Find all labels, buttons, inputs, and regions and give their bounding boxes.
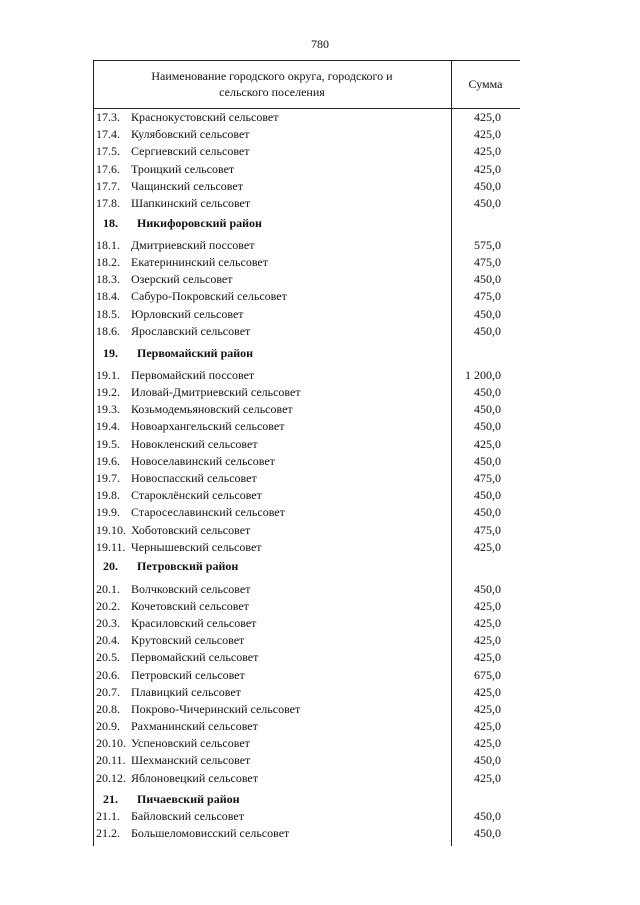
section-row xyxy=(93,791,520,808)
row-name: Первомайский поссовет xyxy=(131,368,255,382)
row-number: 19.3. xyxy=(96,402,120,416)
row-name: Байловский сельсовет xyxy=(131,809,244,823)
row-name: Новоселавинский сельсовет xyxy=(131,454,275,468)
table-row xyxy=(93,522,520,539)
row-number: 20.4. xyxy=(96,633,120,647)
row-sum: 475,0 xyxy=(474,523,501,537)
row-sum: 450,0 xyxy=(474,753,501,767)
table-row xyxy=(93,323,520,340)
row-number: 19.9. xyxy=(96,505,120,519)
row-number: 19.7. xyxy=(96,471,120,485)
row-number: 17.8. xyxy=(96,196,120,210)
table-row xyxy=(93,178,520,195)
row-name: Новоархангельский сельсовет xyxy=(131,419,285,433)
row-name: Шехманский сельсовет xyxy=(131,753,251,767)
table-row xyxy=(93,254,520,271)
row-number: 17.4. xyxy=(96,127,120,141)
row-sum: 575,0 xyxy=(474,238,501,252)
table-row xyxy=(93,649,520,666)
row-name: Первомайский сельсовет xyxy=(131,650,259,664)
table-row xyxy=(93,598,520,615)
row-number: 18. xyxy=(103,216,118,230)
row-number: 19.6. xyxy=(96,454,120,468)
row-sum: 475,0 xyxy=(474,289,501,303)
table-row xyxy=(93,161,520,178)
row-name: Пичаевский район xyxy=(137,792,240,806)
row-name: Дмитриевский поссовет xyxy=(131,238,255,252)
row-number: 20.2. xyxy=(96,599,120,613)
row-number: 18.2. xyxy=(96,255,120,269)
row-name: Ярославский сельсовет xyxy=(131,324,251,338)
table-row xyxy=(93,752,520,769)
row-number: 17.7. xyxy=(96,179,120,193)
row-sum: 450,0 xyxy=(474,307,501,321)
row-sum: 425,0 xyxy=(474,616,501,630)
row-number: 21.1. xyxy=(96,809,120,823)
row-number: 19.8. xyxy=(96,488,120,502)
row-sum: 425,0 xyxy=(474,162,501,176)
row-sum: 675,0 xyxy=(474,668,501,682)
table-row xyxy=(93,539,520,556)
row-sum: 450,0 xyxy=(474,179,501,193)
table-row xyxy=(93,701,520,718)
row-sum: 450,0 xyxy=(474,826,501,840)
row-name: Екатерининский сельсовет xyxy=(131,255,269,269)
row-sum: 425,0 xyxy=(474,144,501,158)
table-row xyxy=(93,401,520,418)
table-row xyxy=(93,581,520,598)
row-sum: 450,0 xyxy=(474,488,501,502)
row-number: 20.10. xyxy=(96,736,126,750)
header-name-line2: сельского поселения xyxy=(219,85,325,99)
row-number: 20.8. xyxy=(96,702,120,716)
row-sum: 450,0 xyxy=(474,196,501,210)
table-row xyxy=(93,143,520,160)
row-name: Шапкинский сельсовет xyxy=(131,196,251,210)
row-name: Плавицкий сельсовет xyxy=(131,685,241,699)
row-name: Чернышевский сельсовет xyxy=(131,540,262,554)
row-sum: 450,0 xyxy=(474,582,501,596)
row-name: Козьмодемьяновский сельсовет xyxy=(131,402,293,416)
row-name: Юрловский сельсовет xyxy=(131,307,244,321)
table-row xyxy=(93,718,520,735)
row-name: Кулябовский сельсовет xyxy=(131,127,250,141)
section-row xyxy=(93,558,520,575)
row-number: 18.3. xyxy=(96,272,120,286)
row-number: 18.4. xyxy=(96,289,120,303)
header-name xyxy=(93,68,451,100)
row-sum: 425,0 xyxy=(474,110,501,124)
table-row xyxy=(93,126,520,143)
table-row xyxy=(93,667,520,684)
row-sum: 425,0 xyxy=(474,650,501,664)
row-sum: 450,0 xyxy=(474,324,501,338)
table-row xyxy=(93,109,520,126)
row-sum: 425,0 xyxy=(474,685,501,699)
row-number: 20.7. xyxy=(96,685,120,699)
section-row xyxy=(93,215,520,232)
row-number: 18.1. xyxy=(96,238,120,252)
row-number: 19.5. xyxy=(96,437,120,451)
row-sum: 425,0 xyxy=(474,719,501,733)
row-sum: 450,0 xyxy=(474,272,501,286)
row-name: Озерский сельсовет xyxy=(131,272,233,286)
page-number: 780 xyxy=(311,37,329,51)
row-number: 19.1. xyxy=(96,368,120,382)
row-name: Крутовский сельсовет xyxy=(131,633,245,647)
table-row xyxy=(93,436,520,453)
row-number: 18.6. xyxy=(96,324,120,338)
row-name: Кочетовский сельсовет xyxy=(131,599,249,613)
row-name: Петровский сельсовет xyxy=(131,668,245,682)
table-top-border xyxy=(93,60,520,61)
table-row xyxy=(93,632,520,649)
row-number: 20.6. xyxy=(96,668,120,682)
row-name: Никифоровский район xyxy=(137,216,262,230)
row-sum: 475,0 xyxy=(474,255,501,269)
row-name: Успеновский сельсовет xyxy=(131,736,250,750)
row-sum: 425,0 xyxy=(474,633,501,647)
row-name: Иловай-Дмитриевский сельсовет xyxy=(131,385,301,399)
table-row xyxy=(93,288,520,305)
row-name: Староклёнский сельсовет xyxy=(131,488,262,502)
table-row xyxy=(93,735,520,752)
row-number: 20.9. xyxy=(96,719,120,733)
row-name: Новокленский сельсовет xyxy=(131,437,258,451)
row-number: 20.5. xyxy=(96,650,120,664)
row-sum: 450,0 xyxy=(474,505,501,519)
header-sum: Сумма xyxy=(468,77,503,91)
row-number: 19. xyxy=(103,346,118,360)
row-sum: 450,0 xyxy=(474,454,501,468)
row-sum: 425,0 xyxy=(474,599,501,613)
table-row xyxy=(93,504,520,521)
header-name-line1: Наименование городского округа, городского и xyxy=(151,69,393,83)
row-number: 17.5. xyxy=(96,144,120,158)
row-sum: 425,0 xyxy=(474,736,501,750)
row-number: 18.5. xyxy=(96,307,120,321)
allocation-table xyxy=(93,60,520,846)
row-sum: 425,0 xyxy=(474,702,501,716)
table-row xyxy=(93,271,520,288)
table-row xyxy=(93,684,520,701)
row-sum: 425,0 xyxy=(474,771,501,785)
row-number: 20.1. xyxy=(96,582,120,596)
row-sum: 425,0 xyxy=(474,540,501,554)
row-name: Яблоновецкий сельсовет xyxy=(131,771,258,785)
row-sum: 425,0 xyxy=(474,437,501,451)
table-row xyxy=(93,306,520,323)
row-sum: 450,0 xyxy=(474,809,501,823)
row-number: 20.12. xyxy=(96,771,126,785)
row-name: Сергиевский сельсовет xyxy=(131,144,250,158)
table-row xyxy=(93,770,520,787)
row-number: 17.3. xyxy=(96,110,120,124)
table-row xyxy=(93,384,520,401)
table-row xyxy=(93,470,520,487)
row-number: 21. xyxy=(103,792,118,806)
row-name: Хоботовский сельсовет xyxy=(131,523,251,537)
section-row xyxy=(93,345,520,362)
row-sum: 450,0 xyxy=(474,419,501,433)
row-sum: 475,0 xyxy=(474,471,501,485)
table-row xyxy=(93,195,520,212)
table-row xyxy=(93,453,520,470)
row-name: Новоспасский сельсовет xyxy=(131,471,257,485)
row-name: Красиловский сельсовет xyxy=(131,616,257,630)
row-number: 20. xyxy=(103,559,118,573)
row-number: 19.4. xyxy=(96,419,120,433)
row-name: Рахманинский сельсовет xyxy=(131,719,258,733)
row-name: Старосеславинский сельсовет xyxy=(131,505,285,519)
row-sum: 450,0 xyxy=(474,402,501,416)
row-number: 17.6. xyxy=(96,162,120,176)
table-row xyxy=(93,418,520,435)
row-name: Большеломовисский сельсовет xyxy=(131,826,290,840)
row-number: 19.10. xyxy=(96,523,126,537)
table-row xyxy=(93,825,520,842)
row-sum: 425,0 xyxy=(474,127,501,141)
table-row xyxy=(93,808,520,825)
row-name: Волчковский сельсовет xyxy=(131,582,251,596)
row-number: 20.3. xyxy=(96,616,120,630)
row-name: Первомайский район xyxy=(137,346,254,360)
row-sum: 450,0 xyxy=(474,385,501,399)
table-row xyxy=(93,487,520,504)
row-number: 21.2. xyxy=(96,826,120,840)
table-row xyxy=(93,615,520,632)
table-row xyxy=(93,367,520,384)
row-name: Покрово-Чичеринский сельсовет xyxy=(131,702,301,716)
row-sum: 1 200,0 xyxy=(465,368,501,382)
row-number: 19.11. xyxy=(96,540,126,554)
row-name: Краснокустовский сельсовет xyxy=(131,110,279,124)
row-name: Сабуро-Покровский сельсовет xyxy=(131,289,287,303)
row-name: Петровский район xyxy=(137,559,239,573)
table-row xyxy=(93,237,520,254)
row-number: 20.11. xyxy=(96,753,126,767)
row-number: 19.2. xyxy=(96,385,120,399)
row-name: Чащинский сельсовет xyxy=(131,179,243,193)
row-name: Троицкий сельсовет xyxy=(131,162,235,176)
